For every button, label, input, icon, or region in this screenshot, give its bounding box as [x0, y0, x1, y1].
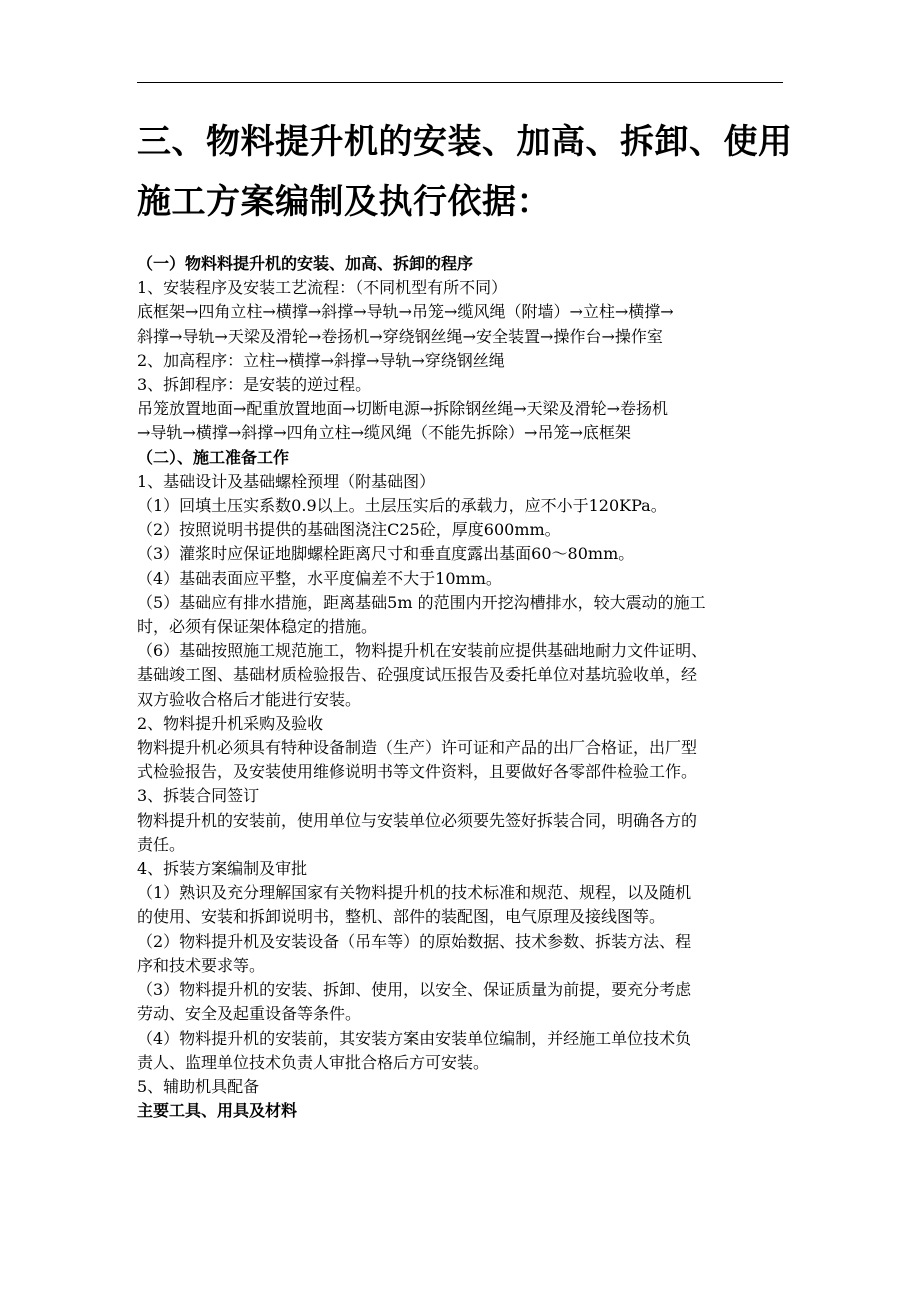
body-line: 2、加高程序：立柱→横撑→斜撑→导轨→穿绕钢丝绳: [137, 350, 505, 370]
body-line: 底框架→四角立柱→横撑→斜撑→导轨→吊笼→缆风绳（附墙）→立柱→横撑→: [137, 302, 674, 322]
subsection-heading-1: （一）物料料提升机的安装、加高、拆卸的程序: [137, 254, 474, 273]
section-title: [137, 112, 797, 232]
subsection-heading-3: 主要工具、用具及材料: [137, 1101, 298, 1121]
section-title-line-2: 施工方案编制及执行依据：: [137, 182, 551, 222]
body-line: （5）基础应有排水措施，距离基础5m 的范围内开挖沟槽排水，较大震动的施工: [137, 592, 706, 612]
body-line: 3、拆装合同签订: [137, 786, 260, 806]
body-line: （1）回填土压实系数0.9以上。土层压实后的承载力，应不小于120KPa。: [137, 496, 667, 516]
body-line: 吊笼放置地面→配重放置地面→切断电源→拆除钢丝绳→天梁及滑轮→卷扬机: [137, 399, 669, 419]
body-line: 双方验收合格后才能进行安装。: [137, 689, 362, 709]
body-line: 1、基础设计及基础螺栓预埋（附基础图）: [137, 471, 436, 491]
body-line: 时，必须有保证架体稳定的措施。: [137, 617, 378, 637]
body-line: 序和技术要求等。: [137, 955, 266, 975]
section-title-line-1: 三、物料提升机的安装、加高、拆卸、使用: [137, 122, 793, 162]
body-line: （1）熟识及充分理解国家有关物料提升机的技术标准和规范、规程，以及随机: [137, 883, 692, 903]
body-line: （2）物料提升机及安装设备（吊车等）的原始数据、技术参数、拆装方法、程: [137, 931, 692, 951]
document-body: [137, 252, 787, 1123]
body-line: 式检验报告，及安装使用维修说明书等文件资料，且要做好各零部件检验工作。: [137, 762, 698, 782]
body-line: 2、物料提升机采购及验收: [137, 713, 324, 733]
body-line: 4、拆装方案编制及审批: [137, 859, 308, 879]
subsection-heading-2: （二）、施工准备工作: [137, 447, 290, 467]
body-line: 责任。: [137, 834, 186, 854]
body-line: 的使用、安装和拆卸说明书，整机、部件的装配图，电气原理及接线图等。: [137, 907, 666, 927]
body-line: 5、辅助机具配备: [137, 1076, 260, 1096]
body-line: 3、拆卸程序：是安装的逆过程。: [137, 375, 372, 395]
body-line: 基础竣工图、基础材质检验报告、砼强度试压报告及委托单位对基坑验收单，经: [137, 665, 698, 685]
body-line: →导轨→横撑→斜撑→四角立柱→缆风绳（不能先拆除）→吊笼→底框架: [137, 423, 631, 443]
body-line: （6）基础按照施工规范施工，物料提升机在安装前应提供基础地耐力文件证明、: [137, 641, 708, 661]
header-rule: [137, 82, 783, 83]
body-line: 斜撑→导轨→天梁及滑轮→卷扬机→穿绕钢丝绳→安全装置→操作台→操作室: [137, 326, 663, 346]
body-line: （4）基础表面应平整，水平度偏差不大于10mm。: [137, 568, 502, 588]
body-line: 1、安装程序及安装工艺流程：（不同机型有所不同）: [137, 278, 508, 298]
body-line: 物料提升机的安装前，使用单位与安装单位必须要先签好拆装合同，明确各方的: [137, 810, 698, 830]
body-line: 劳动、安全及起重设备等条件。: [137, 1004, 362, 1024]
body-line: 物料提升机必须具有特种设备制造（生产）许可证和产品的出厂合格证，出厂型: [137, 738, 698, 758]
body-line: 责人、监理单位技术负责人审批合格后方可安装。: [137, 1052, 490, 1072]
body-line: （3）物料提升机的安装、拆卸、使用，以安全、保证质量为前提，要充分考虑: [137, 980, 692, 1000]
body-line: （4）物料提升机的安装前，其安装方案由安装单位编制，并经施工单位技术负: [137, 1028, 692, 1048]
body-line: （2）按照说明书提供的基础图浇注C25砼，厚度600mm。: [137, 520, 561, 540]
body-line: （3）灌浆时应保证地脚螺栓距离尺寸和垂直度露出基面60～80mm。: [137, 544, 635, 564]
